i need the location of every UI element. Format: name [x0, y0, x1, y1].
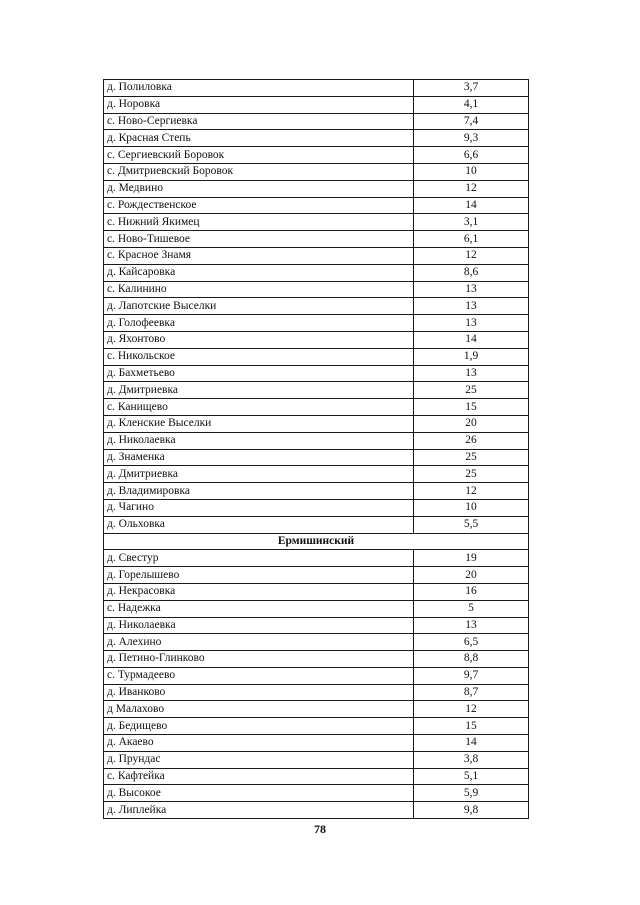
- settlement-name: д. Владимировка: [104, 483, 414, 500]
- table-row: [104, 281, 529, 298]
- settlement-name: с. Никольское: [104, 348, 414, 365]
- settlement-name: д. Липлейка: [104, 802, 414, 819]
- distance-value: 16: [414, 583, 529, 600]
- table-row: [104, 264, 529, 281]
- settlement-name: д. Лапотские Выселки: [104, 298, 414, 315]
- table-row: [104, 163, 529, 180]
- settlement-name: д. Знаменка: [104, 449, 414, 466]
- distance-value: 5,9: [414, 785, 529, 802]
- settlement-name: д. Акаево: [104, 735, 414, 752]
- distance-value: 3,8: [414, 751, 529, 768]
- table-row: [104, 684, 529, 701]
- settlement-name: д. Прундас: [104, 751, 414, 768]
- distance-value: 12: [414, 483, 529, 500]
- distance-value: 10: [414, 163, 529, 180]
- table-row: [104, 466, 529, 483]
- settlement-name: д. Голофеевка: [104, 315, 414, 332]
- table-row: [104, 483, 529, 500]
- settlement-name: д. Бахметьево: [104, 365, 414, 382]
- settlement-name: д. Красная Степь: [104, 130, 414, 147]
- distance-table: [103, 79, 529, 819]
- distance-value: 12: [414, 247, 529, 264]
- distance-value: 13: [414, 281, 529, 298]
- table-row: [104, 130, 529, 147]
- table-row: [104, 399, 529, 416]
- table-row: [104, 802, 529, 819]
- distance-value: 14: [414, 197, 529, 214]
- table-row: [104, 80, 529, 97]
- distance-value: 4,1: [414, 96, 529, 113]
- settlement-name: с. Ново-Сергиевка: [104, 113, 414, 130]
- table-row: [104, 449, 529, 466]
- settlement-name: д Малахово: [104, 701, 414, 718]
- distance-value: 8,6: [414, 264, 529, 281]
- table-row: [104, 247, 529, 264]
- table-row: [104, 415, 529, 432]
- table-row: [104, 96, 529, 113]
- settlement-name: д. Норовка: [104, 96, 414, 113]
- table-row: [104, 214, 529, 231]
- distance-value: 14: [414, 331, 529, 348]
- settlement-name: д. Чагино: [104, 499, 414, 516]
- page-number: 78: [314, 822, 326, 836]
- distance-value: 13: [414, 617, 529, 634]
- settlement-name: с. Нижний Якимец: [104, 214, 414, 231]
- settlement-name: д. Полиловка: [104, 80, 414, 97]
- settlement-name: д. Бедищево: [104, 718, 414, 735]
- settlement-name: д. Свестур: [104, 550, 414, 567]
- settlement-name: с. Калинино: [104, 281, 414, 298]
- table-row: [104, 634, 529, 651]
- distance-value: 9,3: [414, 130, 529, 147]
- distance-value: 8,8: [414, 651, 529, 668]
- distance-value: 3,1: [414, 214, 529, 231]
- settlement-name: с. Канищево: [104, 399, 414, 416]
- distance-value: 13: [414, 315, 529, 332]
- table-row: [104, 348, 529, 365]
- distance-value: 1,9: [414, 348, 529, 365]
- table-body: [104, 80, 529, 819]
- distance-value: 5: [414, 600, 529, 617]
- table-row: [104, 617, 529, 634]
- table-row: [104, 583, 529, 600]
- distance-value: 6,6: [414, 147, 529, 164]
- settlement-name: с. Сергиевский Боровок: [104, 147, 414, 164]
- distance-value: 20: [414, 415, 529, 432]
- settlement-name: с. Рождественское: [104, 197, 414, 214]
- settlement-name: д. Кайсаровка: [104, 264, 414, 281]
- table-row: [104, 180, 529, 197]
- distance-value: 7,4: [414, 113, 529, 130]
- table-row: [104, 113, 529, 130]
- table-row: [104, 768, 529, 785]
- table-row: [104, 382, 529, 399]
- settlement-name: с. Ново-Тишевое: [104, 231, 414, 248]
- table-row: [104, 550, 529, 567]
- settlement-name: д. Яхонтово: [104, 331, 414, 348]
- settlement-name: д. Николаевка: [104, 432, 414, 449]
- distance-value: 13: [414, 365, 529, 382]
- distance-value: 25: [414, 466, 529, 483]
- settlement-name: с. Кафтейка: [104, 768, 414, 785]
- distance-value: 15: [414, 718, 529, 735]
- table-row: [104, 365, 529, 382]
- table-row: [104, 651, 529, 668]
- table-row: [104, 315, 529, 332]
- settlement-name: д. Петино-Глинково: [104, 651, 414, 668]
- table-row: [104, 667, 529, 684]
- table-row: [104, 197, 529, 214]
- table-row: [104, 567, 529, 584]
- table-row: [104, 231, 529, 248]
- settlement-name: с. Турмадеево: [104, 667, 414, 684]
- distance-value: 5,1: [414, 768, 529, 785]
- settlement-name: д. Дмитриевка: [104, 382, 414, 399]
- distance-value: 9,7: [414, 667, 529, 684]
- settlement-name: с. Красное Знамя: [104, 247, 414, 264]
- table-row: [104, 432, 529, 449]
- distance-value: 20: [414, 567, 529, 584]
- table-row: [104, 147, 529, 164]
- settlement-name: д. Алехино: [104, 634, 414, 651]
- settlement-name: д. Некрасовка: [104, 583, 414, 600]
- distance-value: 6,5: [414, 634, 529, 651]
- distance-value: 12: [414, 180, 529, 197]
- settlement-name: с. Надежка: [104, 600, 414, 617]
- settlement-name: д. Горелышево: [104, 567, 414, 584]
- settlement-name: д. Иванково: [104, 684, 414, 701]
- distance-value: 12: [414, 701, 529, 718]
- table-row: [104, 331, 529, 348]
- distance-value: 26: [414, 432, 529, 449]
- distance-value: 15: [414, 399, 529, 416]
- table-row: [104, 499, 529, 516]
- distance-value: 5,5: [414, 516, 529, 533]
- table-row: [104, 751, 529, 768]
- settlement-name: д. Ольховка: [104, 516, 414, 533]
- settlement-name: с. Дмитриевский Боровок: [104, 163, 414, 180]
- distance-value: 8,7: [414, 684, 529, 701]
- table-row: [104, 600, 529, 617]
- table-row: [104, 735, 529, 752]
- settlement-name: д. Дмитриевка: [104, 466, 414, 483]
- group-header: Ермишинский: [104, 533, 529, 550]
- distance-value: 14: [414, 735, 529, 752]
- distance-value: 13: [414, 298, 529, 315]
- distance-value: 10: [414, 499, 529, 516]
- settlement-name: д. Высокое: [104, 785, 414, 802]
- table-row: [104, 516, 529, 533]
- table-row: [104, 298, 529, 315]
- group-header-row: [104, 533, 529, 550]
- distance-value: 25: [414, 449, 529, 466]
- distance-value: 19: [414, 550, 529, 567]
- table-row: [104, 785, 529, 802]
- table-row: [104, 718, 529, 735]
- distance-value: 3,7: [414, 80, 529, 97]
- table-row: [104, 701, 529, 718]
- distance-value: 9,8: [414, 802, 529, 819]
- distance-value: 25: [414, 382, 529, 399]
- settlement-name: д. Николаевка: [104, 617, 414, 634]
- distance-value: 6,1: [414, 231, 529, 248]
- settlement-name: д. Медвино: [104, 180, 414, 197]
- settlement-name: д. Кленские Выселки: [104, 415, 414, 432]
